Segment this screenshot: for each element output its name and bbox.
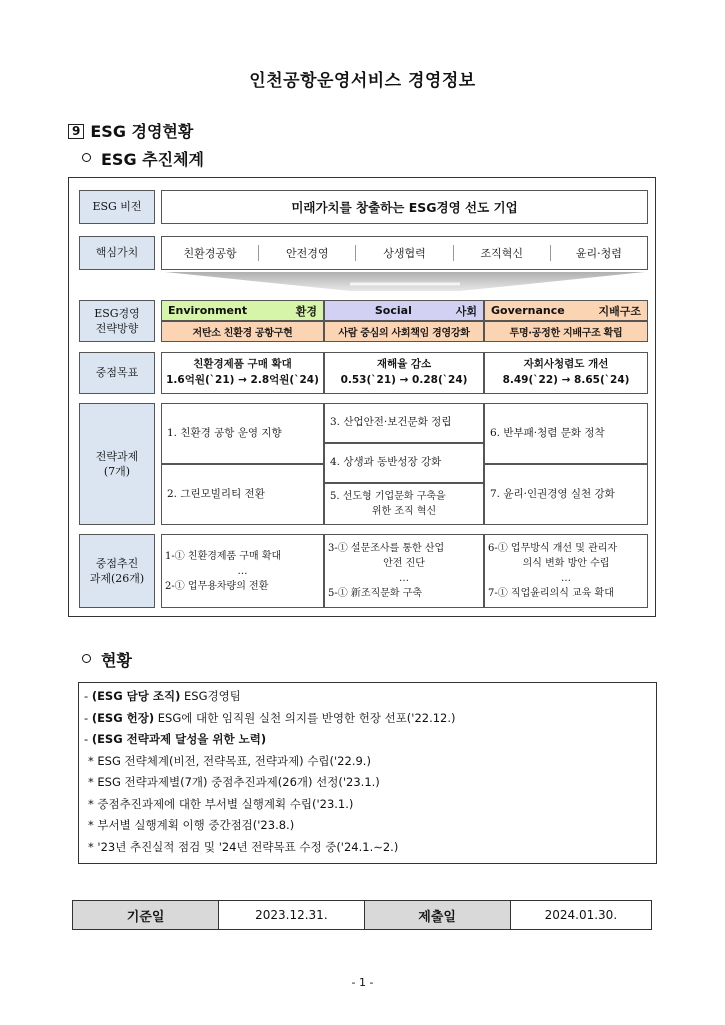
task-5-line: 5. 선도형 기업문화 구축을 — [330, 491, 446, 502]
subsection-heading-status — [82, 648, 132, 671]
direction-en: Social — [374, 304, 412, 317]
goal-value: 0.53(`21) → 0.28(`24) — [340, 374, 468, 386]
task-7: 7. 윤리·인권경영 실천 강화 — [484, 464, 648, 525]
task-6: 6. 반부패·청렴 문화 정착 — [484, 403, 648, 464]
key-task-ellipsis: … — [561, 573, 571, 584]
base-date-value: 2023.12.31. — [219, 901, 364, 929]
goal-governance — [484, 352, 648, 394]
key-task-ellipsis: … — [237, 565, 248, 577]
key-task-ellipsis: … — [399, 573, 409, 584]
submit-date-label: 제출일 — [365, 901, 511, 929]
task-5-line: 위한 조직 혁신 — [371, 506, 437, 517]
direction-social-header — [324, 300, 484, 321]
status-line — [84, 708, 656, 730]
direction-governance-desc: 투명·공정한 지배구조 확립 — [484, 321, 648, 342]
section-heading — [68, 119, 193, 142]
page-title: 인천공항운영서비스 경영정보 — [249, 71, 476, 91]
direction-environment-header — [161, 300, 324, 321]
core-values — [161, 236, 648, 270]
direction-ko: 환경 — [295, 304, 317, 318]
key-task-line: 안전 진단 — [383, 558, 425, 569]
direction-ko: 지배구조 — [598, 304, 641, 318]
status-dash: - — [84, 732, 92, 746]
status-box — [78, 682, 657, 864]
key-tasks-col-1 — [161, 534, 324, 608]
task-4: 4. 상생과 동반성장 강화 — [324, 443, 484, 483]
status-heading: (ESG 담당 조직) — [91, 689, 181, 703]
status-sub-line: * ESG 전략체계(비전, 전략목표, 전략과제) 수립('22.9.) — [88, 753, 371, 768]
direction-environment-desc: 저탄소 친환경 공항구현 — [161, 321, 324, 342]
key-task-line: 2-① 업무용차량의 전환 — [165, 580, 269, 592]
status-sub-line: * 부서별 실행계획 이행 중간점검('23.8.) — [88, 818, 295, 832]
goal-environment — [161, 352, 324, 394]
core-value: 친환경공항 — [162, 245, 259, 261]
key-tasks-col-3 — [484, 534, 648, 608]
task-3: 3. 산업안전·보건문화 정립 — [324, 403, 484, 443]
key-task-line: 6-① 업무방식 개선 및 관리자 — [488, 543, 618, 554]
task-1: 1. 친환경 공항 운영 지향 — [161, 403, 324, 464]
status-sub-line: * 중점추진과제에 대한 부서별 실행계획 수립('23.1.) — [88, 796, 354, 811]
status-line — [84, 686, 656, 708]
core-value: 상생협력 — [356, 245, 453, 261]
direction-ko: 사회 — [455, 304, 477, 318]
task-2: 2. 그린모빌리티 전환 — [161, 464, 324, 525]
goal-title: 자회사청렴도 개선 — [523, 358, 609, 371]
vision-statement: 미래가치를 창출하는 ESG경영 선도 기업 — [161, 190, 648, 224]
base-date-label: 기준일 — [73, 901, 219, 929]
goal-title: 재해율 감소 — [376, 358, 432, 371]
status-sub-line: * ESG 전략과제별(7개) 중점추진과제(26개) 선정('23.1.) — [88, 775, 380, 789]
key-task-line: 의식 변화 방안 수립 — [522, 558, 610, 569]
task-5 — [324, 483, 484, 525]
row-label-goals: 중점목표 — [79, 352, 155, 394]
core-value: 조직혁신 — [454, 245, 551, 261]
funnel-arrow-icon — [160, 271, 650, 293]
status-text: ESG경영팀 — [180, 689, 241, 703]
circle-bullet-icon — [82, 153, 91, 162]
key-task-line: 7-① 직업윤리의식 교육 확대 — [488, 588, 614, 599]
subsection-heading-framework — [82, 147, 204, 170]
submit-date-value: 2024.01.30. — [544, 908, 618, 922]
core-value: 안전경영 — [259, 245, 356, 261]
row-label-tasks: 전략과제 (7개) — [79, 403, 155, 525]
status-text: ESG에 대한 임직원 실천 의지를 반영한 헌장 선포('22.12.) — [154, 710, 456, 725]
row-label-direction: ESG경영 전략방향 — [79, 300, 155, 342]
status-line — [84, 729, 656, 751]
section-label: ESG 경영현황 — [90, 122, 194, 141]
row-label-values: 핵심가치 — [79, 236, 155, 270]
status-heading: (ESG 헌장) — [91, 710, 155, 725]
row-label-vision: ESG 비전 — [79, 190, 155, 224]
goal-social — [324, 352, 484, 394]
core-value: 윤리·청렴 — [575, 247, 622, 260]
subsection-label: 현황 — [101, 651, 132, 670]
key-task-line: 3-① 설문조사를 통한 산업 — [328, 543, 445, 554]
goal-value: 8.49(`22) → 8.65(`24) — [502, 374, 630, 386]
key-task-line: 1-① 친환경제품 구매 확대 — [165, 550, 282, 562]
row-label-key-tasks: 중점추진 과제(26개) — [79, 534, 155, 608]
key-tasks-col-2 — [324, 534, 484, 608]
page-number: - 1 - — [351, 976, 374, 989]
date-table — [72, 900, 652, 930]
goal-title: 친환경제품 구매 확대 — [193, 358, 292, 371]
circle-bullet-icon — [82, 654, 91, 663]
section-number: 9 — [68, 124, 84, 139]
direction-en: Environment — [168, 304, 248, 317]
direction-social-desc: 사람 중심의 사회책임 경영강화 — [324, 321, 484, 342]
subsection-label: ESG 추진체계 — [101, 150, 204, 169]
status-heading: (ESG 전략과제 달성을 위한 노력) — [91, 732, 267, 746]
status-dash: - — [84, 710, 92, 725]
direction-governance-header — [484, 300, 648, 321]
status-dash: - — [84, 689, 92, 703]
goal-value: 1.6억원(`21) → 2.8억원(`24) — [166, 374, 319, 386]
key-task-line: 5-① 新조직문화 구축 — [328, 588, 423, 599]
status-sub-line: * '23년 추진실적 점검 및 '24년 전략목표 수정 중('24.1.∼2.) — [88, 839, 399, 854]
direction-en: Governance — [491, 304, 565, 317]
